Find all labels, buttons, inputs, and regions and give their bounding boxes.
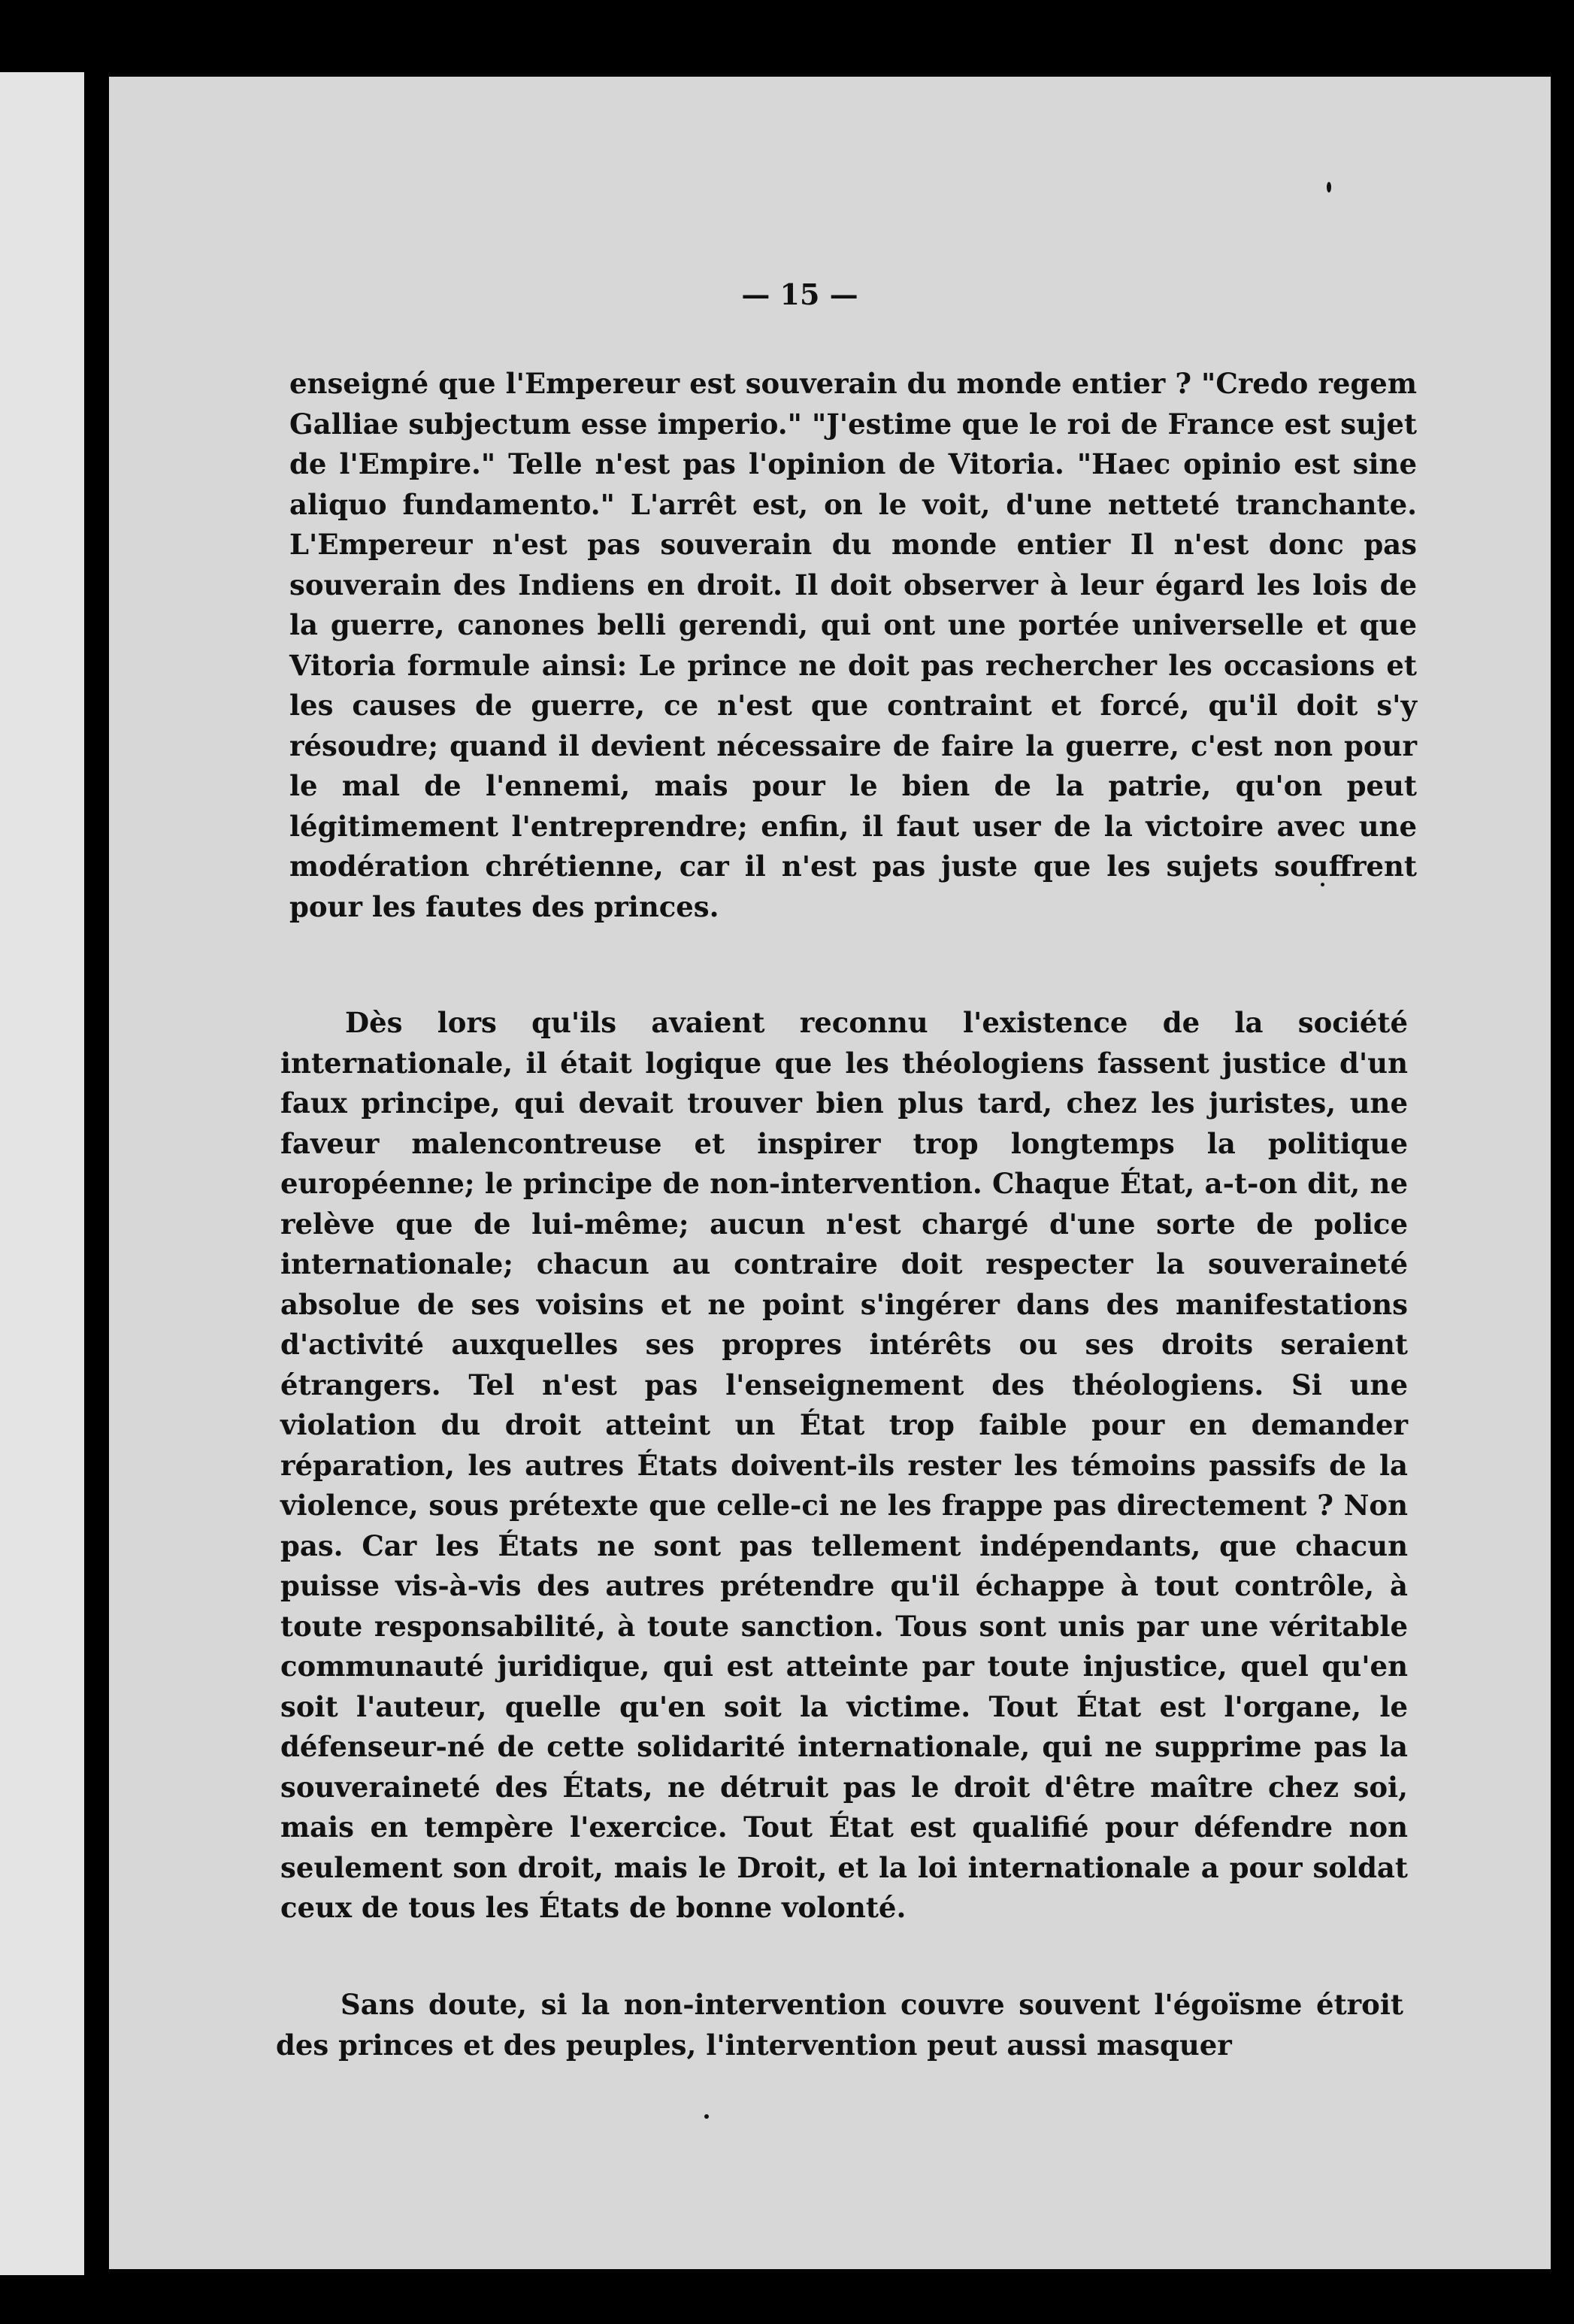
paragraph-2 [280, 1003, 1408, 1929]
paragraph-text: enseigné que l'Empereur est souverain du monde entier ? "Credo regem Galliae subjectum esse imperio." "J'estime que le roi de France est sujet de l'Empire." Telle n'est pas l'opinion de Vitoria. "Haec opinio est sine aliquo fundamento." L'arrêt est, on le voit, d'une netteté tranchante. L'Empereur n'est pas souverain du monde entier Il n'est donc pas souverain des Indiens en droit. Il doit observer à leur égard les lois de la guerre, canones belli gerendi, qui ont une portée universelle et que Vitoria formule ainsi: Le prince ne doit pas rechercher les occasions et les causes de guerre, ce n'est que contraint et forcé, qu'il doit s'y résoudre; quand il devient nécessaire de faire la guerre, c'est non pour le mal de l'ennemi, mais pour le bien de la patrie, qu'on peut légitimement l'entreprendre; enfin, il faut user de la victoire avec une modération chrétienne, car il n'est pas juste que les sujets souffrent pour les fautes des princes. [289, 367, 1417, 923]
paragraph-1 [289, 364, 1417, 927]
paragraph-3 [276, 1985, 1403, 2065]
page-number: — 15 — [741, 277, 858, 311]
print-speck [1327, 182, 1331, 192]
book-page [109, 77, 1551, 2269]
adjacent-page-edge [0, 72, 84, 2275]
paragraph-text: Sans doute, si la non-intervention couvre souvent l'égoïsme étroit des princes et des peuples, l'intervention peut aussi masquer [276, 1988, 1403, 2062]
binding-shadow [87, 0, 107, 2324]
print-speck [704, 2114, 709, 2119]
paragraph-text: Dès lors qu'ils avaient reconnu l'existence de la société internationale, il était logique que les théologiens fassent justice d'un faux principe, qui devait trouver bien plus tard, chez les juristes, une faveur malencontreuse et inspirer trop longtemps la politique européenne; le principe de non-intervention. Chaque État, a-t-on dit, ne relève que de lui-même; aucun n'est chargé d'une sorte de police internationale; chacun au contraire doit respecter la souveraineté absolue de ses voisins et ne point s'ingérer dans des manifestations d'activité auxquelles ses propres intérêts ou ses droits seraient étrangers. Tel n'est pas l'enseignement des théologiens. Si une violation du droit atteint un État trop faible pour en demander réparation, les autres États doivent-ils rester les témoins passifs de la violence, sous prétexte que celle-ci ne les frappe pas directement ? Non pas. Car les États ne sont pas tellement indépendants, que chacun puisse vis-à-vis des autres prétendre qu'il échappe à tout contrôle, à toute responsabilité, à toute sanction. Tous sont unis par une véritable communauté juridique, qui est atteinte par toute injustice, quel qu'en soit l'auteur, quelle qu'en soit la victime. Tout État est l'organe, le défenseur-né de cette solidarité internationale, qui ne supprime pas la souveraineté des États, ne détruit pas le droit d'être maître chez soi, mais en tempère l'exercice. Tout État est qualifié pour défendre non seulement son droit, mais le Droit, et la loi internationale a pour soldat ceux de tous les États de bonne volonté. [280, 1006, 1408, 1924]
print-speck [1321, 883, 1324, 886]
